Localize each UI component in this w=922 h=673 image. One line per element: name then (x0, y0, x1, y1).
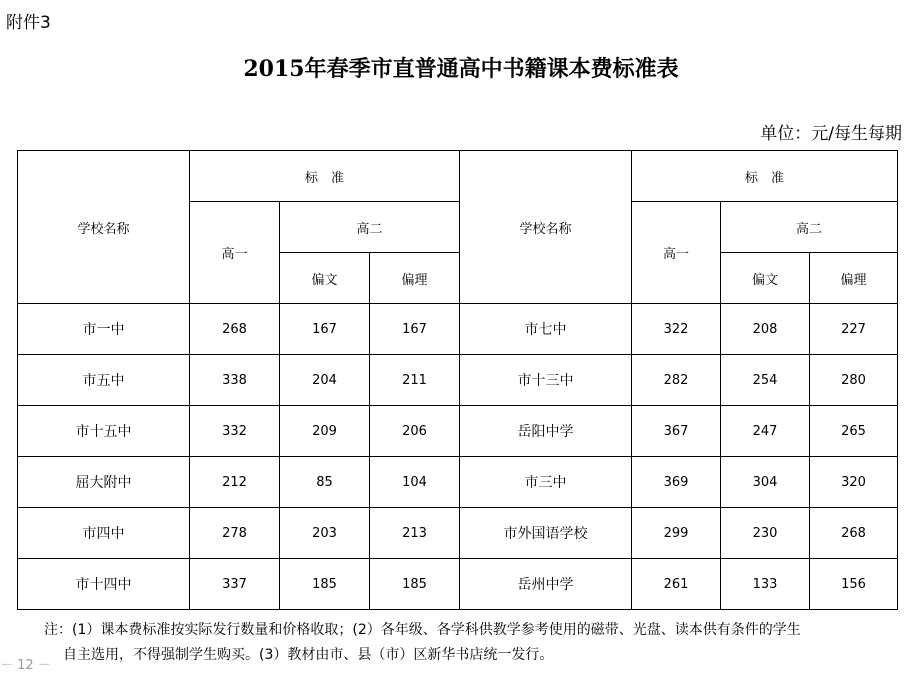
science-fee-cell: 213 (370, 508, 460, 559)
liberal-fee-cell: 209 (280, 406, 370, 457)
header-grade2-right: 高二 (721, 202, 898, 253)
header-school-name-right: 学校名称 (460, 151, 632, 304)
table-row (18, 406, 898, 457)
school-name-cell: 岳州中学 (460, 559, 632, 610)
school-name-cell: 市十四中 (18, 559, 190, 610)
unit-label: 单位：元/每生每期 (760, 124, 902, 144)
table-row (18, 355, 898, 406)
footnote-line-1: 注：(1）课本费标准按实际发行数量和价格收取；(2）各年级、各学科供教学参考使用的磁带、光盘、读本供有条件的学生 (44, 622, 801, 638)
grade1-fee-cell: 337 (190, 559, 280, 610)
grade1-fee-cell: 299 (632, 508, 721, 559)
liberal-fee-cell: 185 (280, 559, 370, 610)
table-row (18, 559, 898, 610)
school-name-cell: 市一中 (18, 304, 190, 355)
science-fee-cell: 104 (370, 457, 460, 508)
grade1-fee-cell: 369 (632, 457, 721, 508)
science-fee-cell: 265 (810, 406, 898, 457)
liberal-fee-cell: 208 (721, 304, 810, 355)
header-liberal-left: 偏文 (280, 253, 370, 304)
science-fee-cell: 206 (370, 406, 460, 457)
grade1-fee-cell: 268 (190, 304, 280, 355)
footnote (44, 618, 914, 668)
school-name-cell: 市五中 (18, 355, 190, 406)
header-grade1-right: 高一 (632, 202, 721, 304)
grade1-fee-cell: 367 (632, 406, 721, 457)
science-fee-cell: 167 (370, 304, 460, 355)
table-row (18, 457, 898, 508)
school-name-cell: 市三中 (460, 457, 632, 508)
grade1-fee-cell: 212 (190, 457, 280, 508)
header-school-name-left: 学校名称 (18, 151, 190, 304)
liberal-fee-cell: 133 (721, 559, 810, 610)
header-liberal-right: 偏文 (721, 253, 810, 304)
header-row-1 (18, 151, 898, 202)
liberal-fee-cell: 85 (280, 457, 370, 508)
grade1-fee-cell: 278 (190, 508, 280, 559)
school-name-cell: 市七中 (460, 304, 632, 355)
grade1-fee-cell: 338 (190, 355, 280, 406)
fee-table (17, 150, 898, 610)
liberal-fee-cell: 247 (721, 406, 810, 457)
header-standard-left: 标 准 (190, 151, 460, 202)
liberal-fee-cell: 304 (721, 457, 810, 508)
header-grade1-left: 高一 (190, 202, 280, 304)
attachment-label: 附件3 (6, 13, 51, 33)
grade1-fee-cell: 332 (190, 406, 280, 457)
header-standard-right: 标 准 (632, 151, 898, 202)
liberal-fee-cell: 167 (280, 304, 370, 355)
school-name-cell: 市外国语学校 (460, 508, 632, 559)
science-fee-cell: 268 (810, 508, 898, 559)
science-fee-cell: 156 (810, 559, 898, 610)
school-name-cell: 屈大附中 (18, 457, 190, 508)
science-fee-cell: 185 (370, 559, 460, 610)
table-row (18, 304, 898, 355)
school-name-cell: 市四中 (18, 508, 190, 559)
liberal-fee-cell: 203 (280, 508, 370, 559)
liberal-fee-cell: 254 (721, 355, 810, 406)
school-name-cell: 市十三中 (460, 355, 632, 406)
school-name-cell: 岳阳中学 (460, 406, 632, 457)
science-fee-cell: 320 (810, 457, 898, 508)
school-name-cell: 市十五中 (18, 406, 190, 457)
header-science-right: 偏理 (810, 253, 898, 304)
page-title: 2015年春季市直普通高中书籍课本费标准表 (243, 56, 679, 82)
grade1-fee-cell: 282 (632, 355, 721, 406)
grade1-fee-cell: 322 (632, 304, 721, 355)
science-fee-cell: 227 (810, 304, 898, 355)
header-grade2-left: 高二 (280, 202, 460, 253)
liberal-fee-cell: 230 (721, 508, 810, 559)
science-fee-cell: 280 (810, 355, 898, 406)
grade1-fee-cell: 261 (632, 559, 721, 610)
science-fee-cell: 211 (370, 355, 460, 406)
header-science-left: 偏理 (370, 253, 460, 304)
liberal-fee-cell: 204 (280, 355, 370, 406)
page-number: － 12 － (0, 658, 51, 673)
table-row (18, 508, 898, 559)
footnote-line-2: 自主选用，不得强制学生购买。(3）教材由市、县（市）区新华书店统一发行。 (63, 647, 554, 663)
